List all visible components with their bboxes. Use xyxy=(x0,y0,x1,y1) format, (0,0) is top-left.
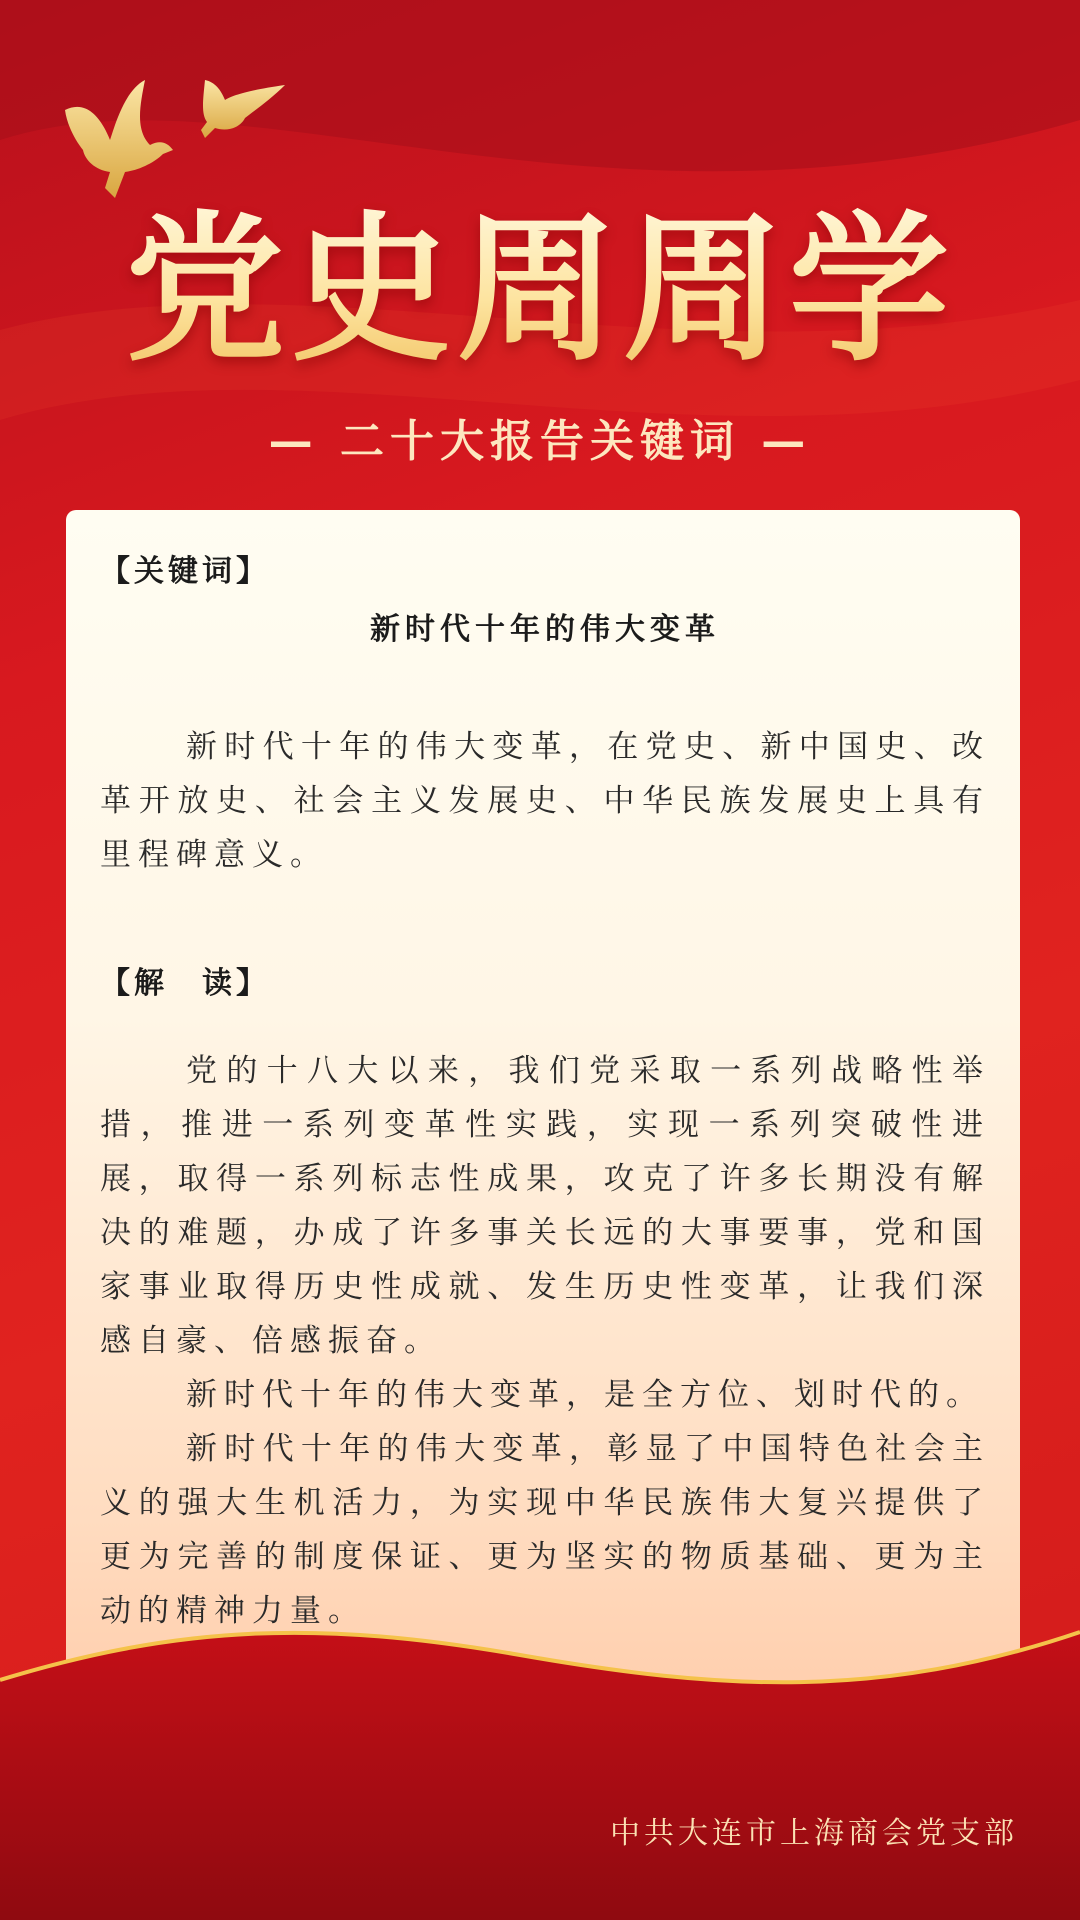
keyword-body: 新时代十年的伟大变革，在党史、新中国史、改革开放史、社会主义发展史、中华民族发展史上具有里程碑意义。 xyxy=(100,729,990,873)
content-card xyxy=(66,510,1020,1770)
page-subtitle: — 二十大报告关键词 — xyxy=(268,416,812,467)
keyword-label: 【关键词】 xyxy=(100,554,270,589)
interpretation-body xyxy=(100,1044,990,1638)
footer-organization: 中共大连市上海商会党支部 xyxy=(610,1816,1018,1851)
interpretation-paragraph: 新时代十年的伟大变革，彰显了中国特色社会主义的强大生机活力，为实现中华民族伟大复兴提供了更为完善的制度保证、更为坚实的物质基础、更为主动的精神力量。 xyxy=(100,1431,990,1629)
interpretation-paragraph: 新时代十年的伟大变革，是全方位、划时代的。 xyxy=(186,1377,984,1413)
interpretation-label: 【解 读】 xyxy=(100,966,270,1001)
page-title: 党史周周学 xyxy=(0,200,1080,380)
keyword-title: 新时代十年的伟大变革 xyxy=(370,612,720,647)
interpretation-paragraph: 党的十八大以来，我们党采取一系列战略性举措，推进一系列变革性实践，实现一系列突破性进展，取得一系列标志性成果，攻克了许多长期没有解决的难题，办成了许多事关长远的大事要事，党和国家事业取得历史性成就、发生历史性变革，让我们深感自豪、倍感振奋。 xyxy=(100,1053,990,1359)
footer-wave-band xyxy=(0,1620,1080,1920)
